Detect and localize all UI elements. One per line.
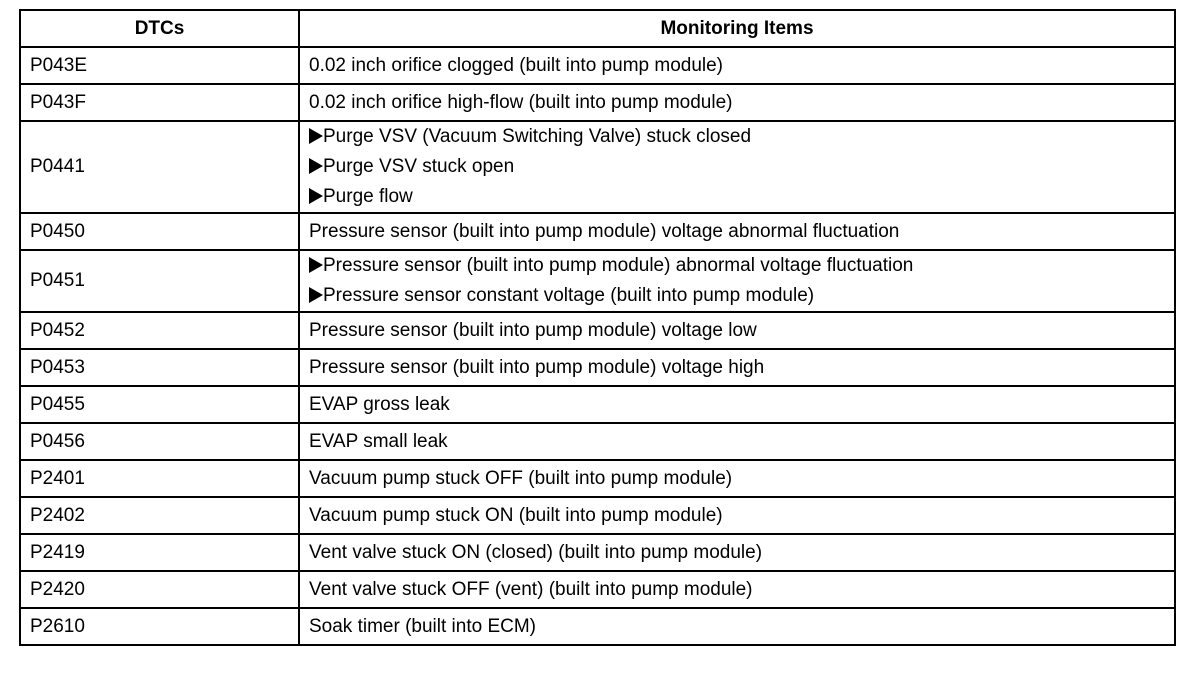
monitoring-items-cell (299, 349, 1175, 386)
monitoring-item (309, 88, 1174, 118)
table-body (20, 47, 1175, 645)
triangle-bullet-icon (309, 188, 323, 204)
monitoring-item (309, 501, 1174, 531)
monitoring-item (309, 612, 1174, 642)
table-row (20, 213, 1175, 250)
monitoring-item (309, 464, 1174, 494)
dtc-code-cell: P2610 (20, 608, 299, 645)
dtc-code-cell: P0450 (20, 213, 299, 250)
monitoring-item (309, 353, 1174, 383)
dtc-code-cell: P0441 (20, 121, 299, 213)
table-row (20, 497, 1175, 534)
dtc-code-cell: P2419 (20, 534, 299, 571)
dtc-code-cell: P2401 (20, 460, 299, 497)
table-row (20, 121, 1175, 213)
triangle-bullet-icon (309, 287, 323, 303)
dtc-monitoring-table (19, 9, 1176, 646)
triangle-bullet-icon (309, 158, 323, 174)
table-row (20, 47, 1175, 84)
monitoring-items-cell (299, 497, 1175, 534)
monitoring-item (309, 427, 1174, 457)
monitoring-item (309, 390, 1174, 420)
monitoring-item-text: Purge VSV (Vacuum Switching Valve) stuck closed (323, 126, 752, 147)
monitoring-items-cell (299, 312, 1175, 349)
table-header-row (20, 10, 1175, 47)
monitoring-item (309, 575, 1174, 605)
triangle-bullet-icon (309, 128, 323, 144)
table-row (20, 608, 1175, 645)
dtc-code-cell: P043E (20, 47, 299, 84)
monitoring-item (309, 281, 1174, 311)
monitoring-item-text: Vacuum pump stuck ON (built into pump module) (309, 504, 723, 526)
table-row (20, 460, 1175, 497)
monitoring-item-text: 0.02 inch orifice clogged (built into pump module) (309, 54, 724, 76)
dtc-code-cell: P2420 (20, 571, 299, 608)
monitoring-item (309, 182, 1174, 212)
monitoring-items-cell (299, 534, 1175, 571)
monitoring-item-text: Soak timer (built into ECM) (309, 615, 537, 637)
monitoring-item (309, 122, 1174, 152)
table-row (20, 250, 1175, 312)
table-row (20, 349, 1175, 386)
monitoring-item-text: Pressure sensor (built into pump module) abnormal voltage fluctuation (323, 255, 914, 276)
monitoring-item-text: Purge flow (323, 186, 413, 207)
monitoring-item (309, 217, 1174, 247)
monitoring-item (309, 538, 1174, 568)
monitoring-item-text: Pressure sensor (built into pump module) voltage high (309, 356, 765, 378)
monitoring-items-cell (299, 250, 1175, 312)
monitoring-items-cell (299, 47, 1175, 84)
dtc-code-cell: P0455 (20, 386, 299, 423)
monitoring-item-text: Vent valve stuck OFF (vent) (built into pump module) (309, 578, 753, 600)
dtc-code-cell: P0452 (20, 312, 299, 349)
dtc-code-cell: P0453 (20, 349, 299, 386)
monitoring-item-text: Pressure sensor constant voltage (built into pump module) (323, 285, 815, 306)
dtc-code-cell: P0456 (20, 423, 299, 460)
dtc-code-cell: P043F (20, 84, 299, 121)
dtc-code-cell: P0451 (20, 250, 299, 312)
monitoring-item-text: Pressure sensor (built into pump module) voltage low (309, 319, 757, 341)
monitoring-items-cell (299, 460, 1175, 497)
monitoring-items-cell (299, 571, 1175, 608)
dtc-code-cell: P2402 (20, 497, 299, 534)
header-dtcs: DTCs (20, 10, 299, 47)
monitoring-item-text: Purge VSV stuck open (323, 156, 515, 177)
triangle-bullet-icon (309, 257, 323, 273)
monitoring-items-cell (299, 608, 1175, 645)
monitoring-item-text: EVAP gross leak (309, 393, 450, 415)
table-row (20, 84, 1175, 121)
monitoring-item (309, 152, 1174, 182)
monitoring-item (309, 316, 1174, 346)
monitoring-item-text: EVAP small leak (309, 430, 448, 452)
monitoring-item-text: 0.02 inch orifice high-flow (built into pump module) (309, 91, 733, 113)
header-monitoring-items: Monitoring Items (299, 10, 1175, 47)
table-row (20, 571, 1175, 608)
monitoring-item-text: Vent valve stuck ON (closed) (built into pump module) (309, 541, 763, 563)
monitoring-item (309, 51, 1174, 81)
monitoring-items-cell (299, 213, 1175, 250)
table-row (20, 386, 1175, 423)
monitoring-items-cell (299, 84, 1175, 121)
table-row (20, 423, 1175, 460)
monitoring-items-cell (299, 121, 1175, 213)
monitoring-item-text: Vacuum pump stuck OFF (built into pump module) (309, 467, 733, 489)
monitoring-items-cell (299, 423, 1175, 460)
monitoring-item-text: Pressure sensor (built into pump module) voltage abnormal fluctuation (309, 220, 900, 242)
table-row (20, 312, 1175, 349)
table-row (20, 534, 1175, 571)
monitoring-item (309, 251, 1174, 281)
monitoring-items-cell (299, 386, 1175, 423)
